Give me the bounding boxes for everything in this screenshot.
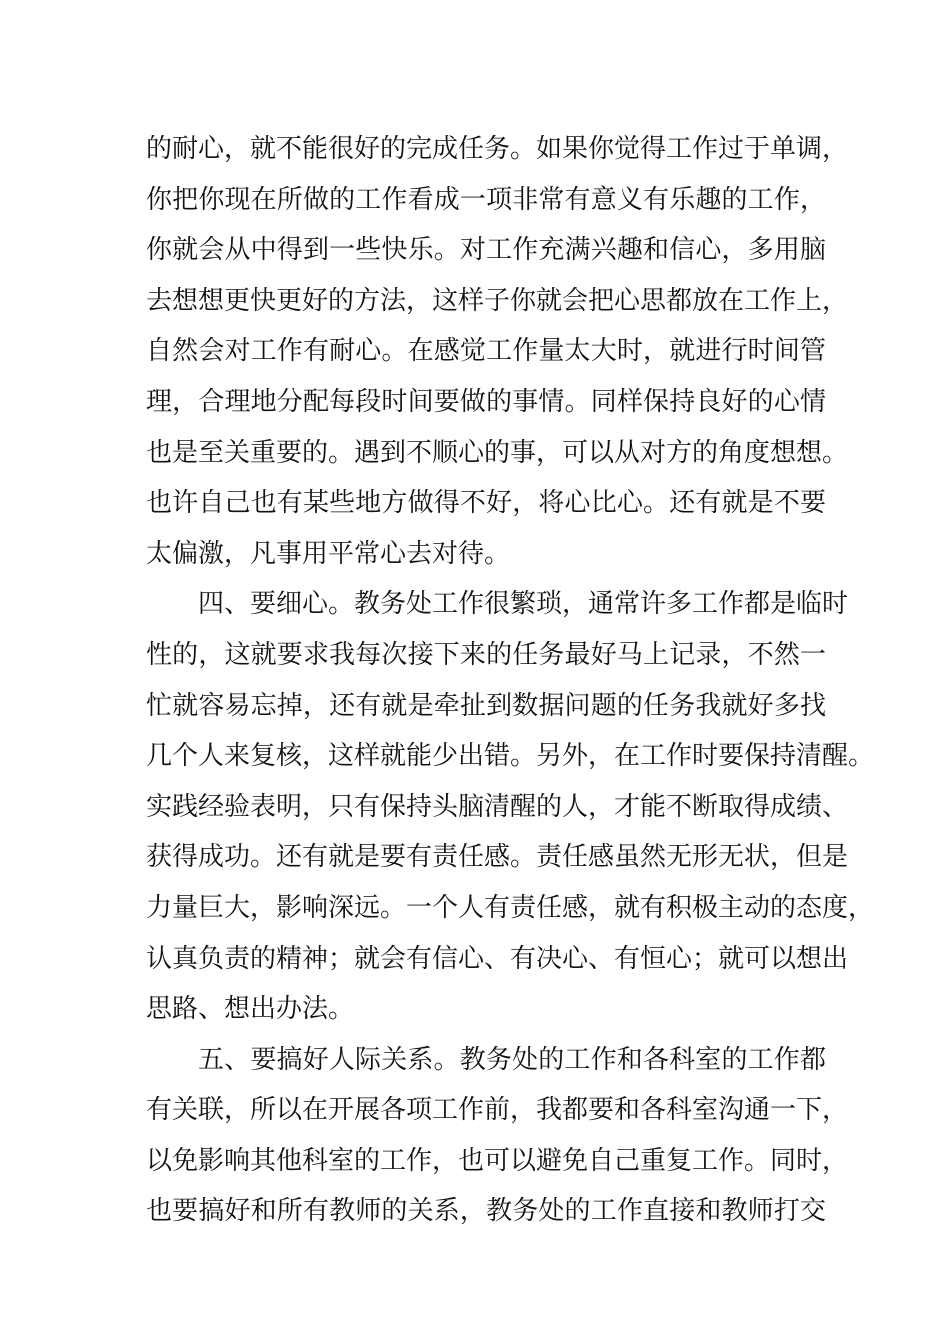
text-line-paragraph-start: 五、要搞好人际关系。教务处的工作和各科室的工作都 bbox=[198, 1044, 826, 1075]
text-line: 太偏激，凡事用平常心去对待。 bbox=[146, 538, 511, 569]
text-line: 获得成功。还有就是要有责任感。责任感虽然无形无状，但是 bbox=[146, 842, 849, 873]
text-line: 也要搞好和所有教师的关系，教务处的工作直接和教师打交 bbox=[146, 1196, 826, 1227]
text-line: 也是至关重要的。遇到不顺心的事，可以从对方的角度想想。 bbox=[146, 437, 849, 468]
text-line-paragraph-start: 四、要细心。教务处工作很繁琐，通常许多工作都是临时 bbox=[198, 589, 849, 620]
text-line: 你把你现在所做的工作看成一项非常有意义有乐趣的工作， bbox=[146, 184, 826, 215]
text-line: 理，合理地分配每段时间要做的事情。同样保持良好的心情 bbox=[146, 386, 826, 417]
text-line: 的耐心，就不能很好的完成任务。如果你觉得工作过于单调， bbox=[146, 134, 849, 164]
text-line: 自然会对工作有耐心。在感觉工作量太大时，就进行时间管 bbox=[146, 336, 826, 367]
text-line: 以免影响其他科室的工作，也可以避免自己重复工作。同时， bbox=[146, 1145, 849, 1176]
text-line: 有关联，所以在开展各项工作前，我都要和各科室沟通一下， bbox=[146, 1095, 849, 1126]
body-text bbox=[146, 128, 875, 1241]
text-line: 去想想更快更好的方法，这样子你就会把心思都放在工作上， bbox=[146, 285, 849, 316]
text-line: 忙就容易忘掉，还有就是牵扯到数据问题的任务我就好多找 bbox=[146, 690, 826, 721]
text-line: 几个人来复核，这样就能少出错。另外，在工作时要保持清醒。 bbox=[146, 741, 875, 772]
text-line: 你就会从中得到一些快乐。对工作充满兴趣和信心，多用脑 bbox=[146, 235, 826, 266]
text-line: 力量巨大，影响深远。一个人有责任感，就有积极主动的态度， bbox=[146, 892, 875, 923]
text-line: 性的，这就要求我每次接下来的任务最好马上记录，不然一 bbox=[146, 639, 826, 670]
text-line: 思路、想出办法。 bbox=[146, 994, 355, 1025]
text-line: 实践经验表明，只有保持头脑清醒的人，才能不断取得成绩、 bbox=[146, 791, 849, 822]
text-line: 认真负责的精神；就会有信心、有决心、有恒心；就可以想出 bbox=[146, 943, 849, 974]
text-line: 也许自己也有某些地方做得不好，将心比心。还有就是不要 bbox=[146, 488, 826, 519]
